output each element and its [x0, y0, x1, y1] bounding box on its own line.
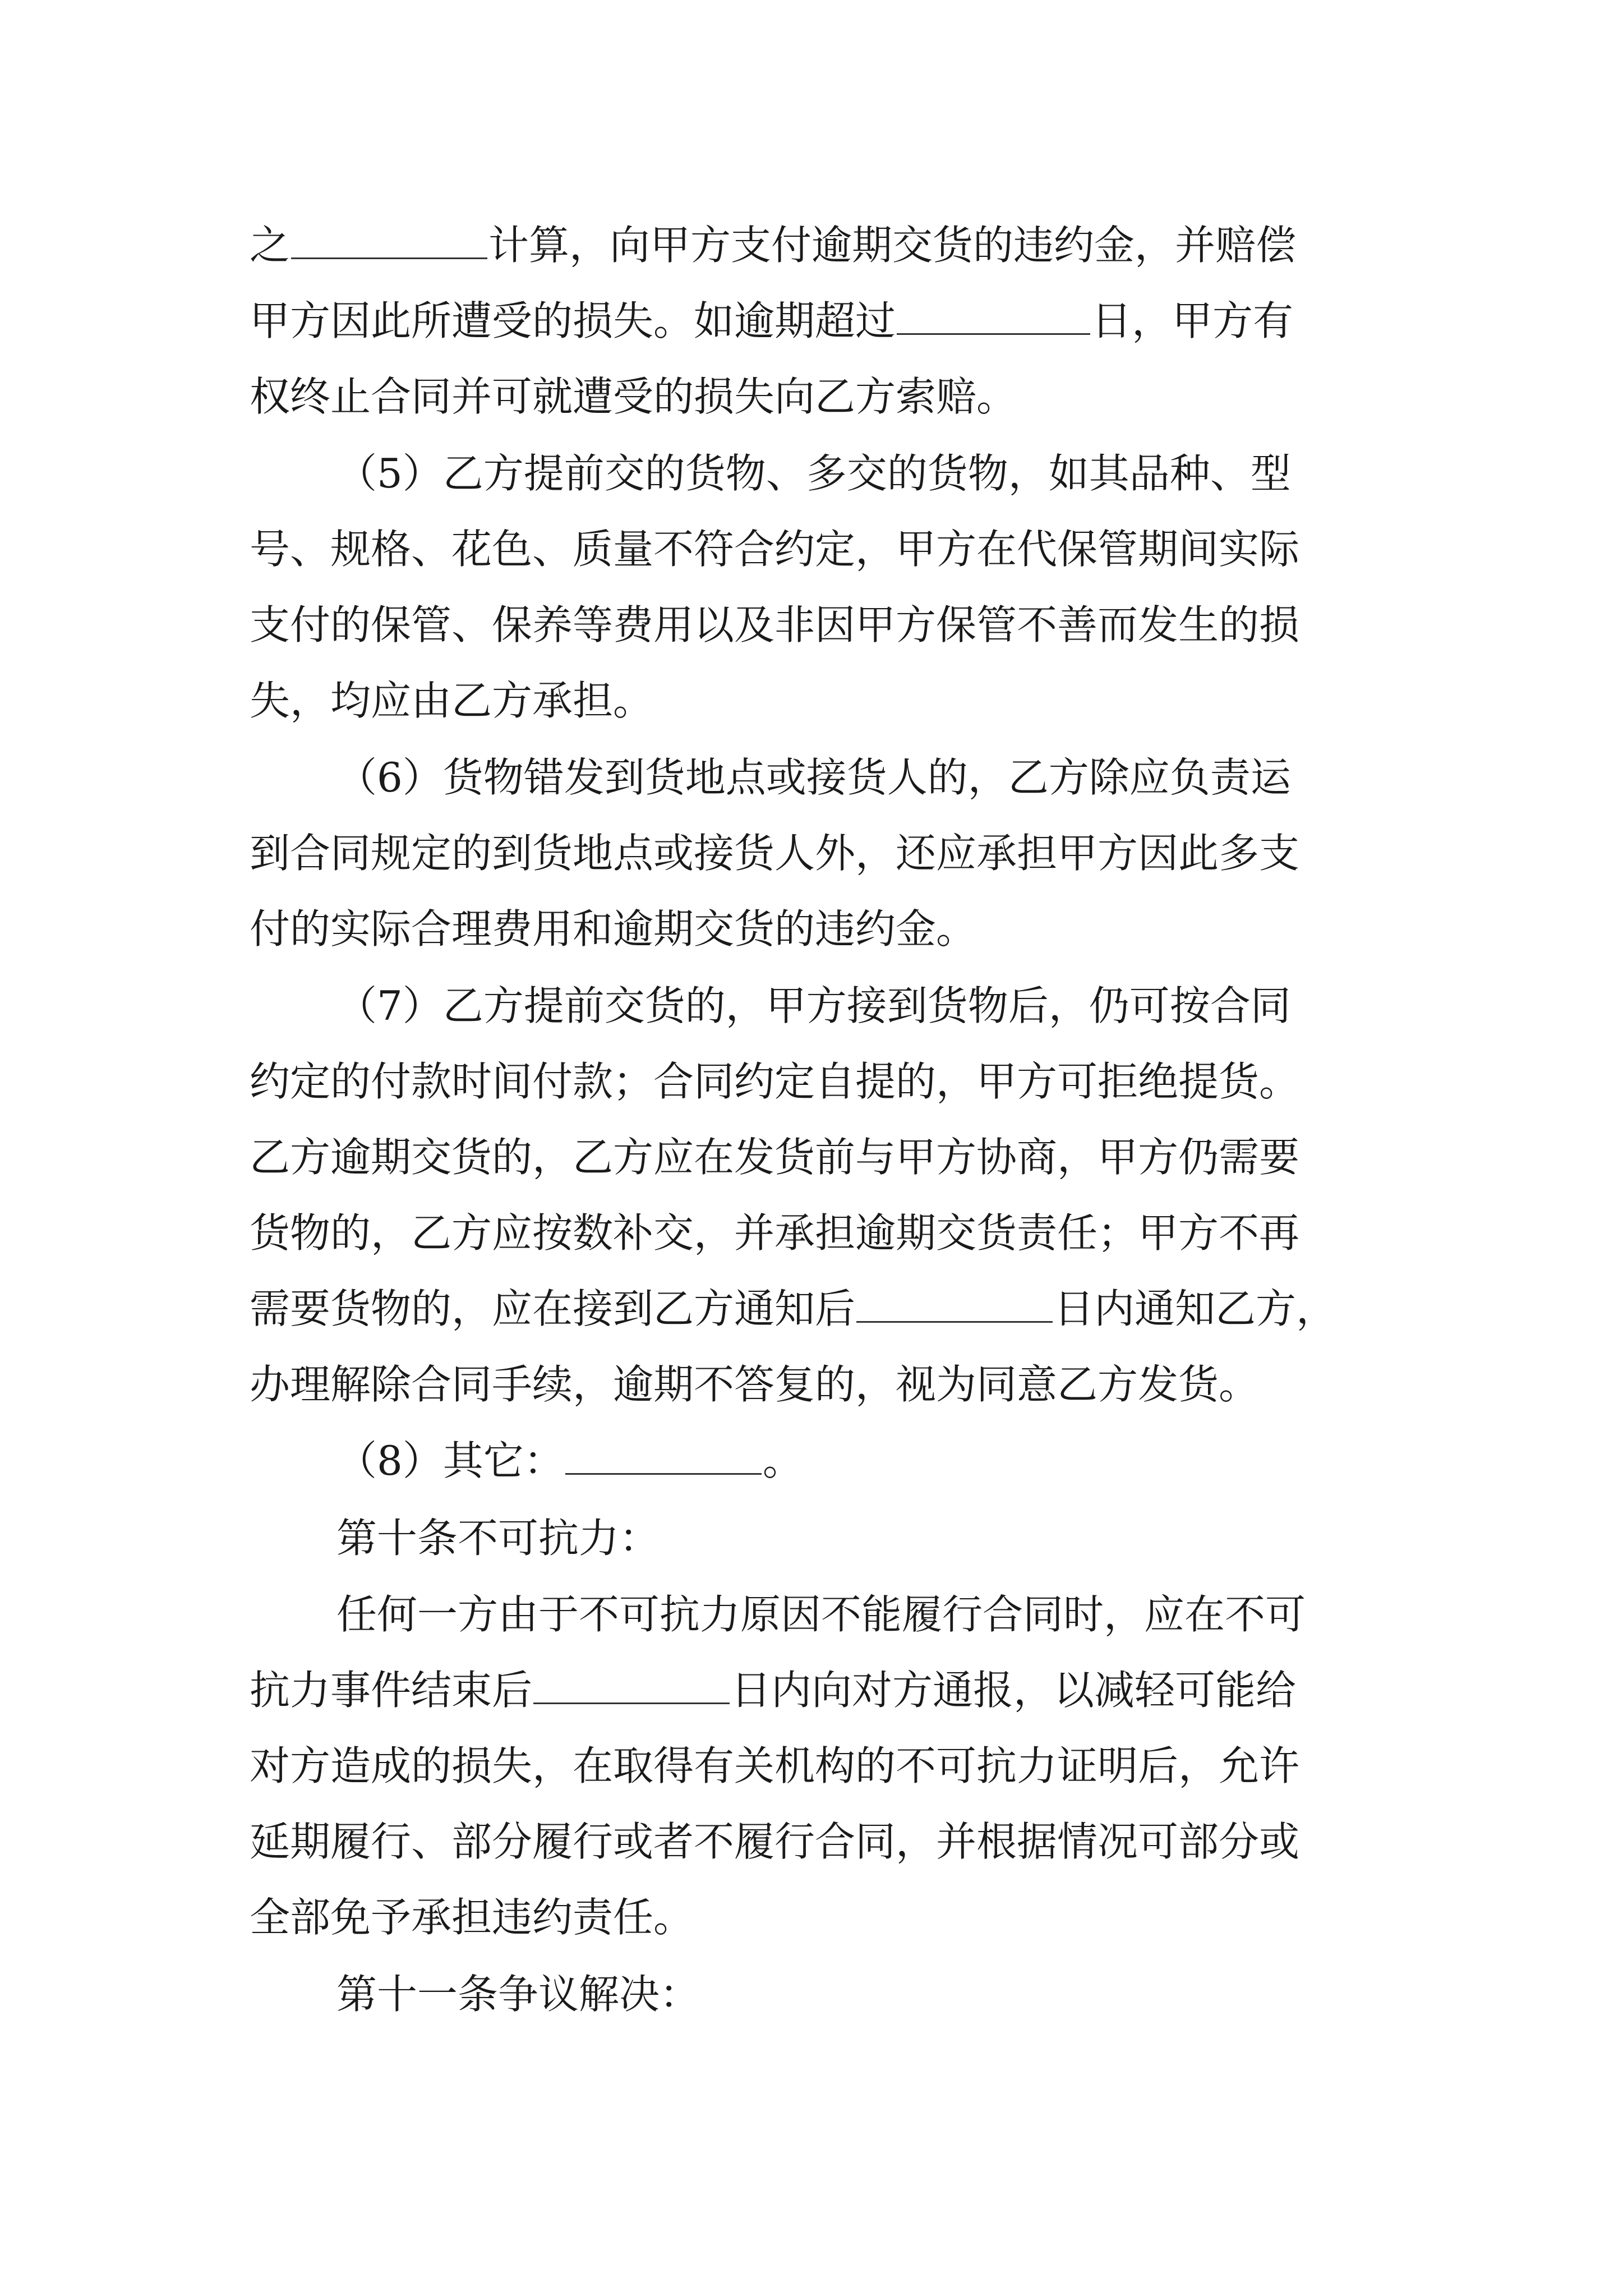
- text-line: 约定的付款时间付款；合同约定自提的，甲方可拒绝提货。: [250, 1058, 1300, 1105]
- text-line: 抗力事件结束后 日内向对方通报，以减轻可能给: [250, 1667, 1297, 1714]
- text-line: 权终止合同并可就遭受的损失向乙方索赔。: [250, 373, 1017, 420]
- text-line: 付的实际合理费用和逾期交货的违约金。: [250, 905, 977, 953]
- text-line: 号、规格、花色、质量不符合约定，甲方在代保管期间实际: [250, 526, 1300, 573]
- text-line: 对方造成的损失，在取得有关机构的不可抗力证明后，允许: [250, 1742, 1300, 1789]
- text-line: 全部免予承担违约责任。: [250, 1894, 694, 1941]
- text-line: 延期履行、部分履行或者不履行合同，并根据情况可部分或: [250, 1818, 1300, 1865]
- fill-blank[interactable]: [291, 224, 487, 259]
- text-line: 支付的保管、保养等费用以及非因甲方保管不善而发生的损: [250, 601, 1300, 648]
- section-heading: 第十一条争议解决：: [336, 1971, 700, 2018]
- text-line: 办理解除合同手续，逾期不答复的，视为同意乙方发货。: [250, 1361, 1260, 1408]
- paragraph-start: （7）乙方提前交货的，甲方接到货物后，仍可按合同: [336, 982, 1291, 1029]
- fill-blank[interactable]: [565, 1439, 762, 1475]
- text-line: 到合同规定的到货地点或接货人外，还应承担甲方因此多支: [250, 830, 1300, 877]
- paragraph-start: 任何一方由于不可抗力原因不能履行合同时，应在不可: [336, 1591, 1306, 1638]
- paragraph-start: （5）乙方提前交的货物、多交的货物，如其品种、型: [336, 450, 1291, 497]
- paragraph-start: （8）其它： 。: [336, 1437, 803, 1484]
- paragraph-start: （6）货物错发到货地点或接货人的，乙方除应负责运: [336, 754, 1291, 801]
- text-line: 需要货物的，应在接到乙方通知后 日内通知乙方，: [250, 1285, 1337, 1332]
- fill-blank[interactable]: [856, 1287, 1053, 1323]
- text-line: 之 计算，向甲方支付逾期交货的违约金，并赔偿: [250, 222, 1297, 269]
- section-heading: 第十条不可抗力：: [336, 1515, 660, 1562]
- text-line: 乙方逾期交货的，乙方应在发货前与甲方协商，甲方仍需要: [250, 1134, 1300, 1181]
- text-line: 货物的，乙方应按数补交，并承担逾期交货责任；甲方不再: [250, 1209, 1300, 1257]
- fill-blank[interactable]: [533, 1669, 730, 1704]
- text-line: 失，均应由乙方承担。: [250, 677, 654, 724]
- fill-blank[interactable]: [897, 300, 1090, 335]
- text-line: 甲方因此所遭受的损失。如逾期超过 日，甲方有: [250, 297, 1294, 344]
